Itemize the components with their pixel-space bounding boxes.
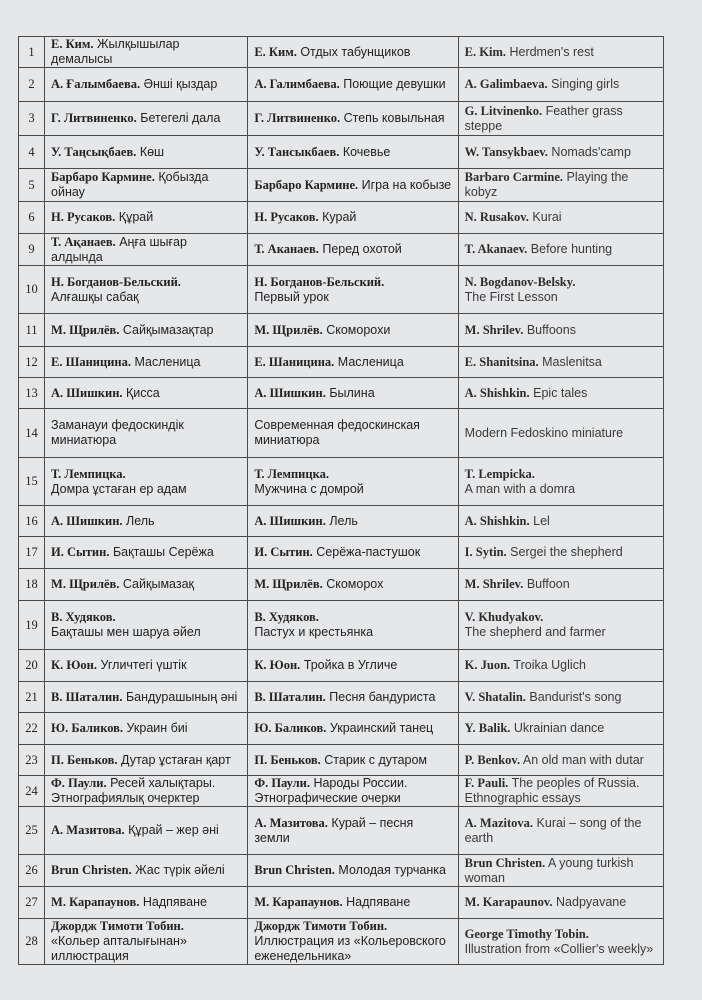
kazakh-title: Сайқымазақ [122,577,195,591]
english-caption-cell [458,347,663,378]
kazakh-title: Угличтегі үштік [100,658,187,672]
row-number: 16 [19,506,45,537]
english-title: Maslenitsa [542,354,602,369]
kazakh-title: Ресей халықтары. Этнографиялық очерктер [51,776,216,805]
english-title: Ukrainian dance [513,721,605,735]
russian-caption-cell [248,458,458,506]
english-author: I. Sytin. [464,545,507,559]
russian-title: Кочевье [342,144,391,159]
english-title: Singing girls [551,77,620,91]
kazakh-caption-cell [45,136,248,169]
kazakh-caption-cell [45,776,248,807]
english-caption-cell [458,537,663,569]
english-caption-cell [458,855,663,887]
russian-author: Джордж Тимоти Тобин. [254,919,388,933]
english-title: Herdmen's rest [509,44,594,59]
english-author: N. Bogdanov-Belsky. [464,274,576,289]
russian-author: П. Беньков. [254,752,321,767]
russian-caption-cell [248,506,458,537]
row-number: 28 [19,919,45,965]
russian-author: И. Сытин. [254,545,313,559]
russian-author: А. Шишкин. [254,513,326,528]
kazakh-caption-cell [45,314,248,347]
kazakh-author: Ф. Паули. [51,776,107,790]
english-title: The First Lesson [464,289,558,304]
kazakh-caption-cell [45,650,248,682]
english-title: Modern Fedoskino miniature [464,425,624,440]
russian-author: В. Шаталин. [254,689,326,704]
english-title: Playing the kobyz [464,170,629,199]
russian-title: Отдых табунщиков [300,44,411,59]
kazakh-title: Бақташы мен шаруа әйел [51,625,201,639]
english-author: George Timothy Tobin. [464,926,589,941]
russian-title: Иллюстрация из «Кольеровского еженедельника» [254,934,446,963]
english-author: N. Rusakov. [464,210,529,224]
english-title: Buffoon [526,577,570,591]
english-author: A. Galimbaeva. [464,77,548,91]
russian-title: Игра на кобызе [361,177,452,192]
english-title: Sergei the shepherd [510,545,623,559]
kazakh-title: Әнші қыздар [143,77,218,91]
russian-caption-cell [248,807,458,855]
english-title: Lel [533,513,550,528]
russian-title: Скоморох [326,577,384,591]
kazakh-title: Қисса [126,385,160,400]
row-number: 27 [19,887,45,919]
kazakh-title: Құрай – жер әні [128,823,219,837]
kazakh-author: Барбаро Кармине. [51,170,155,184]
russian-author: Е. Ким. [254,44,297,59]
kazakh-caption-cell [45,919,248,965]
english-author: P. Benkov. [464,752,521,767]
table-row [19,569,664,601]
russian-caption-cell [248,378,458,409]
kazakh-author: И. Сытин. [51,545,110,559]
kazakh-title: Бандурашының әні [125,689,238,704]
kazakh-caption-cell [45,169,248,202]
russian-author: В. Худяков. [254,610,319,624]
kazakh-title: Украин биі [126,721,188,735]
row-number: 10 [19,266,45,314]
kazakh-author: А. Ғалымбаева. [51,77,141,91]
table-row [19,776,664,807]
table-row [19,537,664,569]
table-row [19,409,664,458]
english-caption-cell [458,458,663,506]
english-title: Bandurist's song [529,689,622,704]
row-number: 24 [19,776,45,807]
kazakh-author: У. Таңсықбаев. [51,144,137,159]
english-caption-cell [458,37,663,68]
kazakh-title: Жылқышылар демалысы [51,37,180,66]
kazakh-author: Ю. Баликов. [51,721,124,735]
russian-title: Современная федоскинская миниатюра [254,418,420,447]
english-title: The peoples of Russia. Ethnographic essays [464,776,640,805]
row-number: 19 [19,601,45,650]
kazakh-title: Сайқымазақтар [122,322,214,337]
english-caption-cell [458,409,663,458]
russian-title: Былина [329,385,375,400]
russian-caption-cell [248,169,458,202]
english-author: W. Tansykbaev. [464,144,548,159]
russian-author: Н. Богданов-Бельский. [254,274,385,289]
kazakh-title: Қобызда ойнау [51,170,209,199]
row-number: 18 [19,569,45,601]
table-row [19,102,664,136]
english-caption-cell [458,506,663,537]
table-row [19,169,664,202]
english-caption-cell [458,266,663,314]
kazakh-author: А. Шишкин. [51,385,123,400]
row-number: 13 [19,378,45,409]
kazakh-title: Бақташы Серёжа [112,545,214,559]
russian-caption-cell [248,409,458,458]
kazakh-caption-cell [45,887,248,919]
english-title: Nomads'camp [551,144,631,159]
english-author: G. Litvinenko. [464,103,543,118]
english-author: T. Akanaev. [464,242,528,256]
kazakh-title: Көш [139,144,165,159]
kazakh-author: Н. Русаков. [51,210,116,224]
row-number: 14 [19,409,45,458]
table-row [19,650,664,682]
english-title: An old man with dutar [522,752,644,767]
kazakh-title: Надпяване [142,895,207,909]
english-caption-cell [458,650,663,682]
row-number: 3 [19,102,45,136]
english-author: K. Juon. [464,658,511,672]
english-caption-cell [458,102,663,136]
kazakh-author: В. Шаталин. [51,689,123,704]
kazakh-author: Е. Ким. [51,37,94,51]
kazakh-title: Алғашқы сабақ [51,289,139,304]
kazakh-author: В. Худяков. [51,610,116,624]
english-caption-cell [458,202,663,234]
kazakh-caption-cell [45,807,248,855]
russian-title: Украинский танец [329,721,434,735]
russian-caption-cell [248,745,458,776]
english-caption-cell [458,745,663,776]
russian-title: Тройка в Угличе [303,658,398,672]
russian-author: А. Мазитова. [254,815,328,830]
row-number: 20 [19,650,45,682]
english-author: F. Pauli. [464,776,509,790]
english-caption-cell [458,569,663,601]
russian-title: Пастух и крестьянка [254,625,374,639]
english-author: A. Mazitova. [464,815,534,830]
russian-title: Перед охотой [322,242,402,256]
russian-title: Курай – песня земли [254,815,414,845]
english-caption-cell [458,314,663,347]
english-caption-cell [458,919,663,965]
russian-author: Brun Christen. [254,863,335,877]
row-number: 12 [19,347,45,378]
kazakh-caption-cell [45,202,248,234]
russian-title: Масленица [337,354,404,369]
english-title: Buffoons [526,322,576,337]
table-row [19,807,664,855]
row-number: 21 [19,682,45,713]
table-row [19,202,664,234]
english-caption-cell [458,807,663,855]
kazakh-caption-cell [45,601,248,650]
kazakh-author: Джордж Тимоти Тобин. [51,919,184,933]
english-author: Barbaro Carmine. [464,170,564,184]
kazakh-author: М. Щрилёв. [51,577,120,591]
russian-author: М. Карапаунов. [254,895,343,909]
english-caption-cell [458,378,663,409]
catalog-page [18,36,664,965]
russian-title: Мужчина с домрой [254,481,364,496]
english-title: Feather grass steppe [464,103,623,133]
kazakh-author: Е. Шаницина. [51,354,131,369]
kazakh-caption-cell [45,234,248,266]
kazakh-title: Жас түрік әйелі [135,863,225,877]
table-row [19,136,664,169]
kazakh-title: Құрай [118,210,154,224]
english-author: Y. Balik. [464,721,511,735]
row-number: 25 [19,807,45,855]
kazakh-author: М. Карапаунов. [51,895,140,909]
kazakh-author: А. Мазитова. [51,823,125,837]
english-caption-cell [458,234,663,266]
russian-caption-cell [248,37,458,68]
kazakh-caption-cell [45,68,248,102]
row-number: 15 [19,458,45,506]
table-row [19,378,664,409]
english-title: Kurai – song of the earth [464,815,642,845]
russian-caption-cell [248,68,458,102]
table-body [19,37,664,965]
row-number: 1 [19,37,45,68]
kazakh-caption-cell [45,682,248,713]
english-caption-cell [458,887,663,919]
kazakh-title: Заманауи федоскиндік миниатюра [51,418,184,447]
english-caption-cell [458,713,663,745]
row-number: 11 [19,314,45,347]
row-number: 5 [19,169,45,202]
russian-author: К. Юон. [254,658,301,672]
english-title: Kurai [532,210,562,224]
russian-caption-cell [248,682,458,713]
english-caption-cell [458,776,663,807]
english-author: V. Shatalin. [464,689,526,704]
russian-caption-cell [248,601,458,650]
russian-author: Н. Русаков. [254,210,319,224]
kazakh-caption-cell [45,266,248,314]
kazakh-author: К. Юон. [51,658,97,672]
russian-author: Т. Лемпицка. [254,466,329,481]
russian-caption-cell [248,234,458,266]
russian-caption-cell [248,266,458,314]
table-row [19,601,664,650]
russian-caption-cell [248,136,458,169]
kazakh-author: М. Щрилёв. [51,322,120,337]
russian-title: Надпяване [346,895,411,909]
english-author: E. Shanitsina. [464,354,539,369]
table-row [19,682,664,713]
table-row [19,745,664,776]
russian-author: Ф. Паули. [254,776,310,790]
kazakh-caption-cell [45,713,248,745]
english-author: M. Karapaunov. [464,895,553,909]
kazakh-title: Масленица [134,354,201,369]
kazakh-author: Т. Лемпицка. [51,466,126,481]
table-row [19,266,664,314]
russian-title: Народы России. Этнографические очерки [254,776,408,805]
english-caption-cell [458,601,663,650]
russian-author: Барбаро Кармине. [254,177,359,192]
english-title: The shepherd and farmer [464,625,606,639]
kazakh-caption-cell [45,458,248,506]
english-caption-cell [458,68,663,102]
russian-title: Курай [322,210,357,224]
kazakh-caption-cell [45,855,248,887]
english-caption-cell [458,136,663,169]
russian-title: Поющие девушки [343,77,446,91]
russian-title: Первый урок [254,289,329,304]
english-title: Illustration from «Collier's weekly» [464,941,654,956]
russian-caption-cell [248,887,458,919]
row-number: 9 [19,234,45,266]
table-row [19,314,664,347]
russian-caption-cell [248,569,458,601]
row-number: 4 [19,136,45,169]
english-title: Troika Uglich [513,658,586,672]
table-row [19,68,664,102]
russian-title: Серёжа-пастушок [316,545,421,559]
illustrations-table [18,36,664,965]
kazakh-author: Brun Christen. [51,863,132,877]
english-author: M. Shrilev. [464,322,524,337]
russian-author: Т. Аканаев. [254,242,319,256]
table-row [19,347,664,378]
russian-title: Степь ковыльная [343,111,445,125]
kazakh-caption-cell [45,409,248,458]
table-row [19,919,664,965]
russian-author: Ю. Баликов. [254,721,327,735]
kazakh-author: Г. Литвиненко. [51,111,137,125]
russian-caption-cell [248,347,458,378]
kazakh-caption-cell [45,347,248,378]
russian-caption-cell [248,202,458,234]
table-row [19,887,664,919]
kazakh-caption-cell [45,537,248,569]
russian-title: Лель [329,513,358,528]
english-title: A young turkish woman [464,855,634,885]
russian-author: Е. Шаницина. [254,354,335,369]
russian-author: М. Щрилёв. [254,577,323,591]
english-author: V. Khudyakov. [464,610,544,624]
english-author: A. Shishkin. [464,513,530,528]
russian-caption-cell [248,776,458,807]
english-title: Nadpyavane [556,895,627,909]
kazakh-title: Лель [126,513,155,528]
kazakh-title: Дутар ұстаған қарт [120,752,231,767]
row-number: 23 [19,745,45,776]
english-author: M. Shrilev. [464,577,524,591]
russian-caption-cell [248,314,458,347]
kazakh-title: «Кольер апталығынан» иллюстрация [51,934,187,963]
row-number: 22 [19,713,45,745]
kazakh-caption-cell [45,378,248,409]
kazakh-caption-cell [45,102,248,136]
russian-title: Песня бандуриста [329,689,436,704]
english-author: A. Shishkin. [464,385,530,400]
table-row [19,37,664,68]
row-number: 2 [19,68,45,102]
table-row [19,234,664,266]
russian-author: А. Шишкин. [254,385,326,400]
english-author: T. Lempicka. [464,466,535,481]
english-caption-cell [458,682,663,713]
russian-title: Старик с дутаром [324,752,428,767]
russian-title: Скоморохи [326,322,391,337]
english-author: E. Kim. [464,44,506,59]
kazakh-caption-cell [45,506,248,537]
english-author: Brun Christen. [464,855,546,870]
english-title: Before hunting [530,242,613,256]
table-row [19,458,664,506]
kazakh-author: П. Беньков. [51,752,118,767]
russian-caption-cell [248,102,458,136]
russian-caption-cell [248,855,458,887]
russian-author: У. Тансыкбаев. [254,144,340,159]
russian-caption-cell [248,537,458,569]
russian-caption-cell [248,713,458,745]
row-number: 6 [19,202,45,234]
kazakh-title: Бетегелі дала [140,111,221,125]
english-title: Epic tales [533,385,588,400]
table-row [19,855,664,887]
table-row [19,506,664,537]
kazakh-title: Аңға шығар алдында [51,234,187,264]
russian-title: Молодая турчанка [338,863,446,877]
kazakh-author: Т. Ақанаев. [51,234,116,249]
table-row [19,713,664,745]
kazakh-caption-cell [45,37,248,68]
row-number: 26 [19,855,45,887]
kazakh-caption-cell [45,745,248,776]
english-caption-cell [458,169,663,202]
kazakh-title: Домра ұстаған ер адам [51,481,187,496]
row-number: 17 [19,537,45,569]
kazakh-author: А. Шишкин. [51,513,123,528]
english-title: A man with a domra [464,481,576,496]
russian-caption-cell [248,650,458,682]
russian-author: Г. Литвиненко. [254,111,341,125]
kazakh-caption-cell [45,569,248,601]
russian-author: М. Щрилёв. [254,322,323,337]
kazakh-author: Н. Богданов-Бельский. [51,274,181,289]
russian-caption-cell [248,919,458,965]
russian-author: А. Галимбаева. [254,77,340,91]
